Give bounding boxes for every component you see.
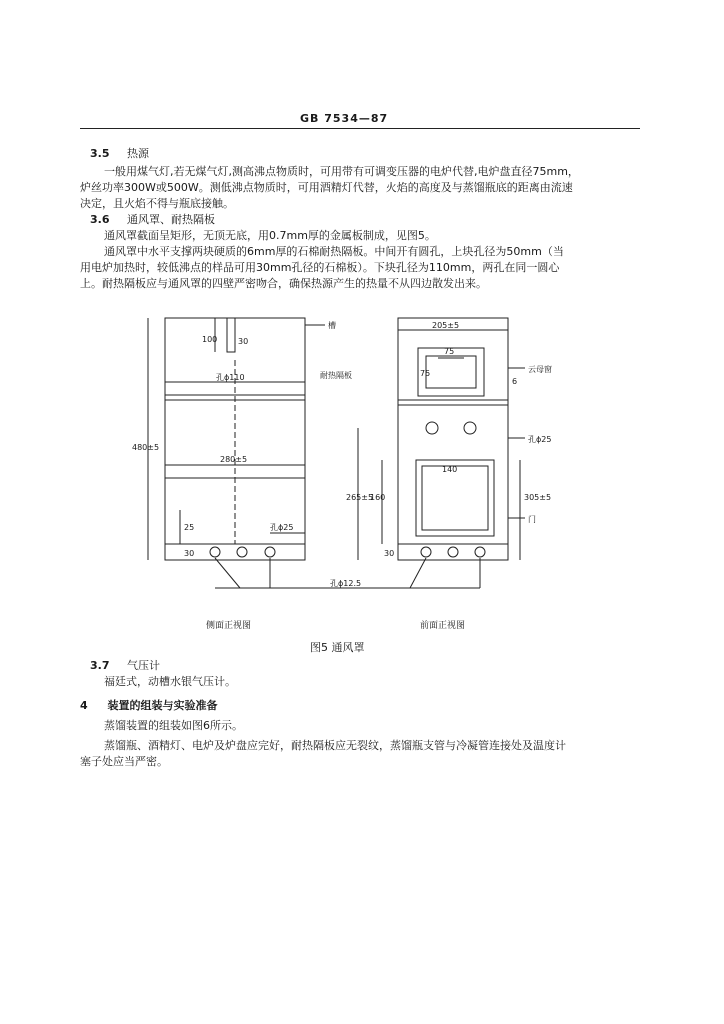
side-hole xyxy=(210,547,220,557)
label-hole-12-5: 孔ϕ12.5 xyxy=(330,579,362,588)
paragraph-line: 福廷式，动槽水银气压计。 xyxy=(104,675,236,688)
front-view-label: 前面正视图 xyxy=(420,621,466,631)
section-number: 3.6 xyxy=(90,213,110,226)
paragraph-line: 蒸馏装置的组装如图6所示。 xyxy=(104,719,243,732)
front-door-inner xyxy=(422,466,488,530)
front-hole-small xyxy=(475,547,485,557)
section-number: 3.7 xyxy=(90,659,110,672)
front-hole xyxy=(426,422,438,434)
side-hole xyxy=(265,547,275,557)
paragraph-line: 一般用煤气灯,若无煤气灯,测高沸点物质时，可用带有可调变压器的电炉代替,电炉盘直径75mm， xyxy=(104,165,579,178)
label-slot: 槽 xyxy=(328,321,336,330)
front-hole xyxy=(464,422,476,434)
side-view-label: 侧面正视图 xyxy=(206,621,252,631)
section-title: 热源 xyxy=(127,147,149,160)
section-4-heading xyxy=(80,698,218,714)
mica-window-inner xyxy=(426,356,476,388)
section-3-5-heading xyxy=(90,146,149,162)
label-heat-shield: 耐热隔板 xyxy=(320,371,352,380)
header-rule xyxy=(80,128,640,129)
side-slot xyxy=(227,318,235,352)
dim-75v: 75 xyxy=(420,369,431,378)
dim-6: 6 xyxy=(512,377,518,386)
paragraph-line: 炉丝功率300W或500W。测低沸点物质时，可用酒精灯代替，火焰的高度及与蒸馏瓶底的距离由流速 xyxy=(80,181,573,194)
paragraph-line: 决定，且火焰不得与瓶底接触。 xyxy=(80,197,234,210)
dim-75: 75 xyxy=(444,347,455,356)
dim-305: 305±5 xyxy=(524,493,552,502)
dim-30c: 30 xyxy=(384,549,395,558)
dim-25: 25 xyxy=(184,523,195,532)
paragraph-line: 通风罩截面呈矩形，无顶无底，用0.7mm厚的金属板制成，见图5。 xyxy=(104,229,436,242)
section-title: 通风罩、耐热隔板 xyxy=(127,213,215,226)
section-title: 装置的组装与实验准备 xyxy=(107,699,218,712)
front-hole-small xyxy=(448,547,458,557)
label-hole-25-front: 孔ϕ25 xyxy=(528,435,552,444)
hole12-leader xyxy=(410,558,426,588)
section-number: 4 xyxy=(80,699,88,712)
dim-280: 280±5 xyxy=(220,455,248,464)
figure-caption: 图5 通风罩 xyxy=(310,641,365,654)
dim-100: 100 xyxy=(202,335,218,344)
paragraph-line: 用电炉加热时，较低沸点的样品可用30mm孔径的石棉板）。下块孔径为110mm，两孔在同一圆心 xyxy=(80,261,560,274)
label-hole-25-side: 孔ϕ25 xyxy=(270,523,294,532)
dim-205: 205±5 xyxy=(432,321,460,330)
label-hole-110: 孔ϕ110 xyxy=(216,373,245,382)
section-3-7-heading xyxy=(90,658,160,674)
dim-30: 30 xyxy=(238,337,249,346)
section-title: 气压计 xyxy=(127,659,160,672)
section-number: 3.5 xyxy=(90,147,110,160)
section-3-6-heading xyxy=(90,212,215,228)
paragraph-line: 蒸馏瓶、酒精灯、电炉及炉盘应完好，耐热隔板应无裂纹，蒸馏瓶支管与冷凝管连接处及温度计 xyxy=(104,739,566,752)
paragraph-line: 塞子处应当严密。 xyxy=(80,755,168,768)
paragraph-line: 上。耐热隔板应与通风罩的四壁严密吻合，确保热源产生的热量不从四边散发出来。 xyxy=(80,277,487,290)
front-hole-small xyxy=(421,547,431,557)
paragraph-line: 通风罩中水平支撑两块硬质的6mm厚的石棉耐热隔板。中间开有圆孔，上块孔径为50mm（当 xyxy=(104,245,564,258)
dim-30b: 30 xyxy=(184,549,195,558)
side-hole xyxy=(237,547,247,557)
dim-265: 265±5 xyxy=(346,493,374,502)
page-header: GB 7534—87 xyxy=(300,112,389,125)
dim-160: 160 xyxy=(370,493,386,502)
dim-480: 480±5 xyxy=(132,443,160,452)
dim-140: 140 xyxy=(442,465,458,474)
hole12-leader xyxy=(215,558,240,588)
label-door: 门 xyxy=(528,515,536,524)
figure-5-ventilation-hood xyxy=(120,300,600,640)
label-mica-window: 云母窗 xyxy=(528,365,552,374)
figure-drawing xyxy=(120,300,600,640)
